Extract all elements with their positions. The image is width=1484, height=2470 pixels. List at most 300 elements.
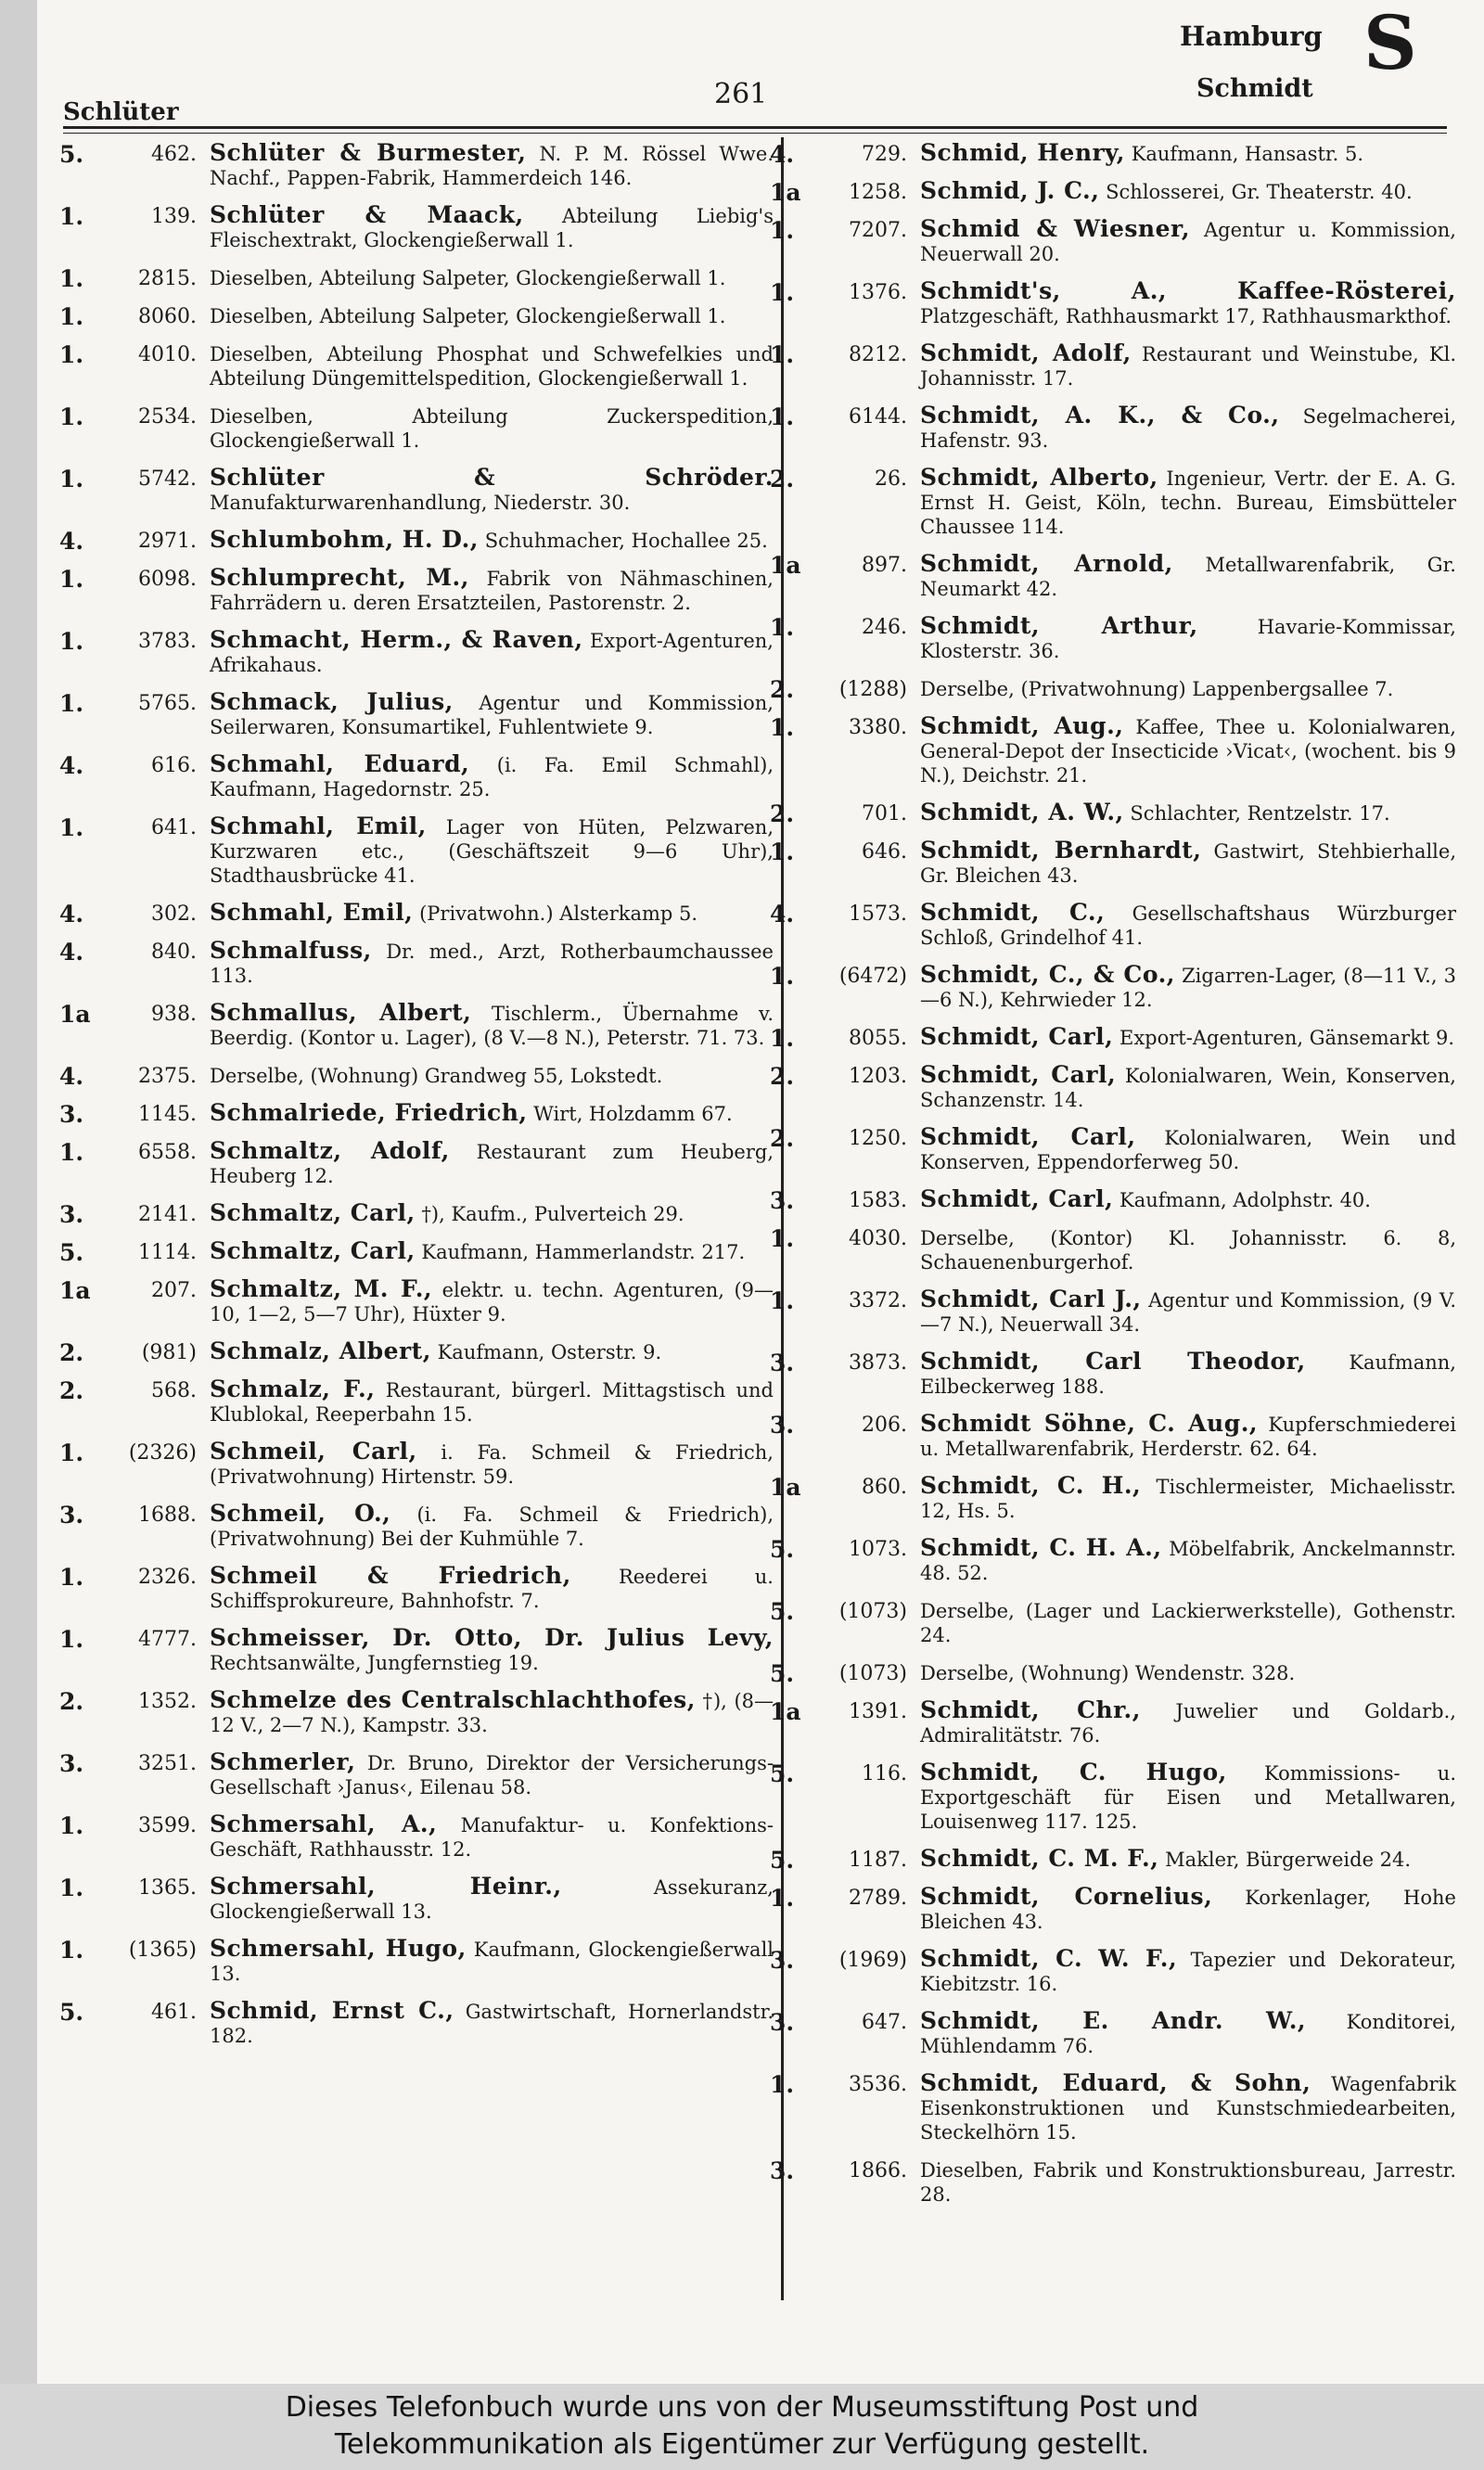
subscriber-details: Agentur und Kommission, (9 V.—7 N.), Neuerwall 34.	[920, 1289, 1456, 1336]
phone-number: 8055.	[849, 1027, 907, 1050]
exchange-code: 1.	[59, 466, 84, 493]
exchange-code: 2.	[59, 1688, 84, 1715]
exchange-code: 1.	[770, 1225, 795, 1252]
entry-text	[920, 1063, 1456, 1112]
subscriber-details: Dieselben, Abteilung Phosphat und Schwefelkies und Abteilung Düngemittelspedition, Glockengießerwall 1.	[210, 343, 774, 390]
phone-number: (981)	[141, 1341, 197, 1364]
exchange-code: 5.	[59, 1999, 84, 2026]
phone-number: 6098.	[138, 568, 197, 591]
entry-text	[920, 1125, 1456, 1174]
exchange-code: 1.	[59, 1564, 84, 1591]
entry-text	[920, 1598, 1456, 1647]
entry-text	[920, 279, 1456, 328]
entry-text	[920, 1474, 1456, 1523]
phone-number: 1258.	[849, 181, 907, 204]
exchange-code: 1.	[59, 814, 84, 841]
exchange-code: 2.	[770, 1125, 795, 1152]
subscriber-details: Kolonialwaren, Wein und Konserven, Eppendorferweg 50.	[920, 1127, 1456, 1173]
exchange-code: 1.	[59, 690, 84, 717]
entry-text	[920, 1847, 1456, 1872]
phone-number: 1203.	[849, 1065, 907, 1088]
exchange-code: 3.	[770, 1187, 795, 1214]
phone-number: 1376.	[849, 281, 907, 304]
exchange-code: 2.	[770, 676, 795, 703]
subscriber-details: Derselbe, (Wohnung) Wendenstr. 328.	[920, 1662, 1296, 1684]
section-letter: S	[1363, 0, 1417, 86]
subscriber-details: Derselbe, (Privatwohnung) Lappenbergsallee 7.	[920, 678, 1394, 700]
subscriber-name: Schmidt, Cornelius,	[920, 1883, 1213, 1910]
subscriber-name: Schmid & Wiesner,	[920, 215, 1191, 242]
entry-text	[210, 1063, 774, 1088]
directory-entry	[770, 2157, 1456, 2207]
exchange-code: 1.	[59, 628, 84, 655]
phone-number: 938.	[151, 1003, 197, 1026]
entry-text	[210, 466, 774, 515]
directory-entry	[59, 466, 774, 515]
subscriber-name: Schmeil, O.,	[210, 1500, 391, 1527]
entry-text	[920, 1225, 1456, 1274]
subscriber-details: Zigarren-Lager, (8—11 V., 3—6 N.), Kehrwieder 12.	[920, 965, 1456, 1011]
entry-text	[210, 1750, 774, 1799]
subscriber-details: Dieselben, Fabrik und Konstruktionsbureau, Jarrestr. 28.	[920, 2159, 1456, 2206]
exchange-code: 5.	[770, 1536, 795, 1563]
directory-entry	[770, 1125, 1456, 1174]
directory-entry	[770, 403, 1456, 453]
exchange-code: 5.	[770, 1760, 795, 1787]
right-column	[770, 141, 1456, 2220]
subscriber-details: Tischlerm., Übernahme v. Beerdig. (Kontor u. Lager), (8 V.—8 N.), Peterstr. 71. 73.	[210, 1003, 774, 1049]
subscriber-details: Reederei u. Schiffsprokureure, Bahnhofstr. 7.	[210, 1566, 774, 1612]
directory-entry	[770, 1187, 1456, 1212]
footer-notice	[0, 2384, 1484, 2470]
exchange-code: 1.	[59, 1626, 84, 1653]
subscriber-name: Schmaltz, Adolf,	[210, 1137, 450, 1164]
entry-text	[210, 1626, 774, 1675]
header-rule	[63, 126, 1447, 129]
directory-entry	[59, 901, 774, 926]
directory-entry	[770, 1598, 1456, 1647]
directory-entry	[59, 341, 774, 390]
subscriber-details: Tischlermeister, Michaelisstr. 12, Hs. 5.	[920, 1476, 1456, 1522]
subscriber-name: Schmidt, A. K., & Co.,	[920, 402, 1280, 429]
phone-number: 3372.	[849, 1289, 907, 1312]
entry-text	[210, 141, 774, 190]
exchange-code: 1.	[59, 341, 84, 368]
subscriber-details: Segelmacherei, Hafenstr. 93.	[920, 405, 1456, 452]
phone-number: 729.	[862, 143, 907, 166]
entry-text	[920, 1287, 1456, 1337]
subscriber-details: Export-Agenturen, Gänsemarkt 9.	[1119, 1027, 1455, 1049]
exchange-code: 1.	[59, 1139, 84, 1166]
directory-entry	[770, 1025, 1456, 1050]
exchange-code: 5.	[770, 1598, 795, 1625]
exchange-code: 1.	[59, 203, 84, 230]
entry-text	[210, 303, 774, 328]
subscriber-name: Schmidt Söhne, C. Aug.,	[920, 1410, 1259, 1437]
subscriber-details: Gastwirtschaft, Hornerlandstr. 182.	[210, 2001, 774, 2047]
phone-number: 2141.	[138, 1203, 197, 1226]
left-column	[59, 141, 774, 2061]
directory-entry	[59, 1626, 774, 1675]
entry-text	[920, 179, 1456, 204]
subscriber-name: Schmelze des Centralschlachthofes,	[210, 1686, 696, 1713]
phone-number: 3783.	[138, 630, 197, 653]
subscriber-name: Schmalfuss,	[210, 937, 372, 964]
exchange-code: 5.	[59, 1239, 84, 1266]
subscriber-details: Möbelfabrik, Anckelmannstr. 48. 52.	[920, 1538, 1456, 1584]
subscriber-details: Agentur u. Kommission, Neuerwall 20.	[920, 219, 1456, 265]
phone-number: 2815.	[138, 267, 197, 290]
entry-text	[920, 341, 1456, 390]
phone-number: (1969)	[838, 1949, 907, 1972]
entry-text	[920, 1536, 1456, 1585]
subscriber-details: Kommissions- u. Exportgeschäft für Eisen und Metallwaren, Louisenweg 117. 125.	[920, 1762, 1456, 1833]
subscriber-details: Abteilung Liebig's Fleischextrakt, Glockengießerwall 1.	[210, 205, 774, 251]
phone-number: 1187.	[849, 1849, 907, 1872]
entry-text	[920, 2157, 1456, 2207]
phone-number: 616.	[151, 754, 197, 777]
subscriber-name: Schmidt, Carl J.,	[920, 1286, 1142, 1312]
entry-text	[920, 838, 1456, 888]
directory-entry	[770, 614, 1456, 663]
subscriber-name: Schmidt, Chr.,	[920, 1696, 1141, 1723]
subscriber-name: Schmallus, Albert,	[210, 999, 472, 1026]
subscriber-name: Schmaltz, Carl,	[210, 1199, 416, 1226]
directory-entry	[770, 1474, 1456, 1523]
directory-entry	[59, 1201, 774, 1226]
exchange-code: 4.	[59, 1063, 84, 1090]
phone-number: 4030.	[849, 1227, 907, 1250]
entry-text	[920, 676, 1456, 701]
entry-text	[920, 1025, 1456, 1050]
subscriber-name: Schmidt, Bernhardt,	[920, 837, 1202, 864]
subscriber-details: Kaufmann, Hansastr. 5.	[1131, 143, 1364, 165]
entry-text	[920, 552, 1456, 601]
entry-text	[210, 752, 774, 801]
directory-entry	[770, 1947, 1456, 1996]
phone-number: 647.	[862, 2011, 907, 2034]
subscriber-name: Schmid, Ernst C.,	[210, 1997, 454, 2024]
subscriber-details: Manufaktur- u. Konfektions-Geschäft, Rathhausstr. 12.	[210, 1814, 774, 1861]
directory-entry	[59, 1502, 774, 1551]
phone-number: 139.	[151, 205, 197, 228]
subscriber-details: Dieselben, Abteilung Salpeter, Glockengießerwall 1.	[210, 267, 726, 289]
phone-number: 5765.	[138, 692, 197, 715]
phone-number: 7207.	[849, 219, 907, 242]
subscriber-name: Schmacht, Herm., & Raven,	[210, 626, 583, 653]
exchange-code: 1.	[59, 1937, 84, 1964]
directory-entry	[59, 303, 774, 328]
subscriber-name: Schmidt's, A., Kaffee-Rösterei,	[920, 277, 1456, 304]
subscriber-name: Schmalz, F.,	[210, 1376, 376, 1402]
entry-text	[210, 1875, 774, 1924]
phone-number: 2375.	[138, 1065, 197, 1088]
directory-entry	[59, 1440, 774, 1489]
entry-text	[210, 690, 774, 739]
exchange-code: 2.	[59, 1377, 84, 1404]
exchange-code: 1.	[59, 1440, 84, 1466]
subscriber-name: Schmahl, Emil,	[210, 899, 414, 926]
subscriber-details: Lager von Hüten, Pelzwaren, Kurzwaren etc., (Geschäftszeit 9—6 Uhr), Stadthausbrücke 41.	[210, 816, 774, 887]
phone-number: 641.	[151, 816, 197, 839]
exchange-code: 2.	[770, 1063, 795, 1090]
exchange-code: 3.	[59, 1101, 84, 1128]
exchange-code: 1.	[59, 403, 84, 430]
subscriber-details: (Privatwohn.) Alsterkamp 5.	[419, 902, 698, 925]
entry-text	[210, 814, 774, 888]
entry-text	[920, 901, 1456, 950]
header-rule-thin	[63, 133, 1447, 134]
directory-entry	[770, 141, 1456, 166]
exchange-code: 5.	[59, 141, 84, 168]
subscriber-name: Schmersahl, Heinr.,	[210, 1873, 562, 1900]
directory-entry	[770, 2071, 1456, 2144]
phone-number: 1073.	[849, 1538, 907, 1561]
entry-text	[210, 403, 774, 453]
directory-entry	[770, 676, 1456, 701]
entry-text	[210, 528, 774, 553]
directory-entry	[59, 203, 774, 252]
entry-text	[920, 714, 1456, 787]
entry-text	[210, 1999, 774, 2048]
subscriber-details: Makler, Bürgerweide 24.	[1165, 1849, 1412, 1871]
subscriber-name: Schmidt, C. Hugo,	[920, 1759, 1227, 1785]
phone-number: 461.	[151, 2001, 197, 2024]
phone-number: 26.	[875, 467, 907, 491]
subscriber-name: Schmidt, Adolf,	[920, 339, 1132, 366]
entry-text	[920, 1350, 1456, 1399]
entry-text	[210, 1812, 774, 1862]
exchange-code: 3.	[770, 1350, 795, 1376]
subscriber-details: Kaufmann, Eilbeckerweg 188.	[920, 1351, 1456, 1398]
directory-entry	[59, 1999, 774, 2048]
subscriber-name: Schmidt, Arnold,	[920, 550, 1173, 577]
directory-entry	[59, 1001, 774, 1050]
phone-number: 568.	[151, 1379, 197, 1402]
entry-text	[210, 566, 774, 615]
subscriber-name: Schmaltz, M. F.,	[210, 1275, 433, 1302]
exchange-code: 2.	[770, 466, 795, 493]
subscriber-name: Schlumbohm, H. D.,	[210, 526, 479, 553]
phone-number: 1114.	[138, 1241, 197, 1264]
subscriber-details: Dr. med., Arzt, Rotherbaumchaussee 113.	[210, 941, 774, 987]
directory-entry	[770, 1536, 1456, 1585]
subscriber-details: (i. Fa. Emil Schmahl), Kaufmann, Hagedornstr. 25.	[210, 754, 774, 800]
directory-entry	[59, 566, 774, 615]
phone-number: 2534.	[138, 405, 197, 429]
entry-text	[920, 1698, 1456, 1747]
subscriber-name: Schmidt, C. W. F.,	[920, 1945, 1178, 1972]
subscriber-details: Wirt, Holzdamm 67.	[533, 1103, 733, 1125]
directory-entry	[770, 1063, 1456, 1112]
subscriber-name: Schmidt, Carl,	[920, 1123, 1136, 1150]
directory-entry	[770, 1698, 1456, 1747]
entry-text	[920, 1660, 1456, 1685]
directory-entry	[59, 1277, 774, 1326]
phone-number: 462.	[151, 143, 197, 166]
subscriber-details: Restaurant, bürgerl. Mittagstisch und Klublokal, Reeperbahn 15.	[210, 1379, 774, 1426]
subscriber-name: Schmidt, C., & Co.,	[920, 961, 1175, 988]
subscriber-name: Schmack, Julius,	[210, 688, 454, 715]
directory-entry	[59, 690, 774, 739]
entry-text	[920, 141, 1456, 166]
exchange-code: 4.	[770, 901, 795, 928]
phone-number: 116.	[862, 1762, 907, 1785]
subscriber-details: Kupferschmiederei u. Metallwarenfabrik, Herderstr. 62. 64.	[920, 1414, 1456, 1460]
exchange-code: 3.	[770, 1412, 795, 1439]
entry-text	[920, 217, 1456, 266]
entry-text	[210, 1377, 774, 1427]
exchange-code: 1.	[770, 614, 795, 641]
directory-entry	[770, 552, 1456, 601]
subscriber-details: Konditorei, Mühlendamm 76.	[920, 2011, 1456, 2057]
exchange-code: 1a	[770, 552, 801, 579]
running-head-right: Schmidt	[1196, 74, 1313, 103]
subscriber-details: Rechtsanwälte, Jungfernstieg 19.	[210, 1652, 539, 1674]
entry-text	[920, 800, 1456, 825]
subscriber-details: Restaurant und Weinstube, Kl. Johannisstr. 17.	[920, 343, 1457, 390]
subscriber-details: Gesellschaftshaus Würzburger Schloß, Grindelhof 41.	[920, 902, 1456, 949]
subscriber-name: Schmidt, Carl,	[920, 1061, 1117, 1088]
subscriber-details: Kaffee, Thee u. Kolonialwaren, General-Depot der Insecticide ›Vicat‹, (wochent. bis 9 N.), Deichstr. 21.	[920, 716, 1456, 787]
entry-text	[920, 963, 1456, 1012]
exchange-code: 4.	[59, 528, 84, 555]
directory-page	[37, 0, 1484, 2384]
running-head-left: Schlüter	[63, 98, 179, 126]
subscriber-details: Kaufmann, Hammerlandstr. 217.	[421, 1241, 746, 1263]
entry-text	[210, 939, 774, 988]
entry-text	[920, 1947, 1456, 1996]
exchange-code: 3.	[770, 2009, 795, 2036]
exchange-code: 3.	[59, 1750, 84, 1777]
phone-number: 4010.	[138, 343, 197, 366]
exchange-code: 1a	[59, 1277, 91, 1304]
exchange-code: 1.	[770, 1287, 795, 1314]
exchange-code: 2.	[770, 800, 795, 827]
entry-text	[920, 1412, 1456, 1461]
entry-text	[210, 628, 774, 677]
exchange-code: 3.	[770, 2157, 795, 2184]
entry-text	[210, 1201, 774, 1226]
phone-number: (1073)	[838, 1600, 907, 1623]
subscriber-name: Schlüter & Burmester,	[210, 139, 527, 166]
subscriber-details: Fabrik von Nähmaschinen, Fahrrädern u. deren Ersatzteilen, Pastorenstr. 2.	[210, 568, 774, 614]
subscriber-name: Schmidt, Carl Theodor,	[920, 1348, 1306, 1375]
directory-entry	[770, 466, 1456, 539]
page-number: 261	[714, 78, 768, 110]
directory-entry	[59, 1812, 774, 1862]
subscriber-details: Gastwirt, Stehbierhalle, Gr. Bleichen 43.	[920, 840, 1456, 887]
directory-entry	[770, 341, 1456, 390]
entry-text	[210, 1101, 774, 1126]
phone-number: (1073)	[838, 1662, 907, 1685]
exchange-code: 1a	[770, 1698, 801, 1725]
exchange-code: 4.	[59, 901, 84, 928]
subscriber-name: Schmeil, Carl,	[210, 1438, 417, 1465]
entry-text	[210, 203, 774, 252]
subscriber-details: Dieselben, Abteilung Zuckerspedition, Glockengießerwall 1.	[210, 405, 774, 452]
directory-entry	[59, 628, 774, 677]
subscriber-details: Manufakturwarenhandlung, Niederstr. 30.	[210, 492, 631, 514]
phone-number: 840.	[151, 941, 197, 964]
exchange-code: 1.	[770, 217, 795, 244]
subscriber-name: Schmidt, E. Andr. W.,	[920, 2007, 1307, 2034]
subscriber-details: Restaurant zum Heuberg, Heuberg 12.	[210, 1141, 774, 1187]
exchange-code: 1.	[59, 303, 84, 330]
subscriber-details: Export-Agenturen, Afrikahaus.	[210, 630, 774, 676]
subscriber-details: Havarie-Kommissar, Klosterstr. 36.	[920, 616, 1456, 662]
subscriber-name: Schmidt, A. W.,	[920, 799, 1124, 825]
exchange-code: 1.	[59, 1812, 84, 1839]
phone-number: 2789.	[849, 1887, 907, 1910]
directory-entry	[59, 1937, 774, 1986]
phone-number: (6472)	[838, 965, 907, 988]
exchange-code: 4.	[770, 141, 795, 168]
directory-entry	[770, 1350, 1456, 1399]
entry-text	[920, 2009, 1456, 2058]
subscriber-details: Kaufmann, Osterstr. 9.	[437, 1341, 662, 1363]
exchange-code: 2.	[59, 1339, 84, 1366]
entry-text	[210, 1001, 774, 1050]
entry-text	[210, 1239, 774, 1264]
subscriber-details: (i. Fa. Schmeil & Friedrich), (Privatwohnung) Bei der Kuhmühle 7.	[210, 1504, 774, 1550]
subscriber-details: Derselbe, (Kontor) Kl. Johannisstr. 6. 8, Schauenenburgerhof.	[920, 1227, 1456, 1273]
subscriber-name: Schmidt, Carl,	[920, 1023, 1114, 1050]
directory-entry	[770, 179, 1456, 204]
phone-number: (1365)	[128, 1939, 197, 1962]
subscriber-name: Schmidt, Carl,	[920, 1185, 1114, 1212]
subscriber-details: Derselbe, (Wohnung) Grandweg 55, Lokstedt.	[210, 1065, 663, 1087]
entry-text	[210, 1440, 774, 1489]
phone-number: 207.	[151, 1279, 197, 1302]
phone-number: 1145.	[138, 1103, 197, 1126]
exchange-code: 1.	[770, 2071, 795, 2098]
exchange-code: 3.	[59, 1201, 84, 1228]
directory-entry	[59, 752, 774, 801]
directory-entry	[59, 1564, 774, 1613]
directory-entry	[59, 403, 774, 453]
directory-entry	[770, 1885, 1456, 1934]
directory-entry	[770, 2009, 1456, 2058]
exchange-code: 4.	[59, 752, 84, 779]
directory-entry	[59, 265, 774, 290]
entry-text	[920, 1760, 1456, 1834]
directory-entry	[770, 714, 1456, 787]
entry-text	[920, 614, 1456, 663]
phone-number: 701.	[862, 802, 907, 825]
entry-text	[210, 265, 774, 290]
phone-number: 3536.	[849, 2073, 907, 2096]
directory-entry	[59, 1101, 774, 1126]
directory-entry	[770, 838, 1456, 888]
entry-text	[920, 2071, 1456, 2144]
subscriber-details: Agentur und Kommission, Seilerwaren, Konsumartikel, Fuhlentwiete 9.	[210, 692, 774, 738]
phone-number: (1288)	[838, 678, 907, 701]
phone-number: 206.	[862, 1414, 907, 1437]
subscriber-details: Ingenieur, Vertr. der E. A. G. Ernst H. Geist, Köln, techn. Bureau, Eimsbütteler Chaussee 114.	[920, 467, 1456, 538]
subscriber-name: Schmalz, Albert,	[210, 1337, 431, 1364]
entry-text	[210, 1688, 774, 1737]
subscriber-details: elektr. u. techn. Agenturen, (9—10, 1—2, 5—7 Uhr), Hüxter 9.	[210, 1279, 774, 1325]
entry-text	[210, 341, 774, 390]
directory-entry	[59, 1377, 774, 1427]
phone-number: 4777.	[138, 1628, 197, 1651]
phone-number: 3251.	[138, 1752, 197, 1775]
subscriber-name: Schmidt, C. M. F.,	[920, 1845, 1159, 1872]
subscriber-details: Korkenlager, Hohe Bleichen 43.	[920, 1887, 1456, 1933]
exchange-code: 1a	[59, 1001, 91, 1028]
subscriber-details: Kolonialwaren, Wein, Konserven, Schanzenstr. 14.	[920, 1065, 1456, 1111]
